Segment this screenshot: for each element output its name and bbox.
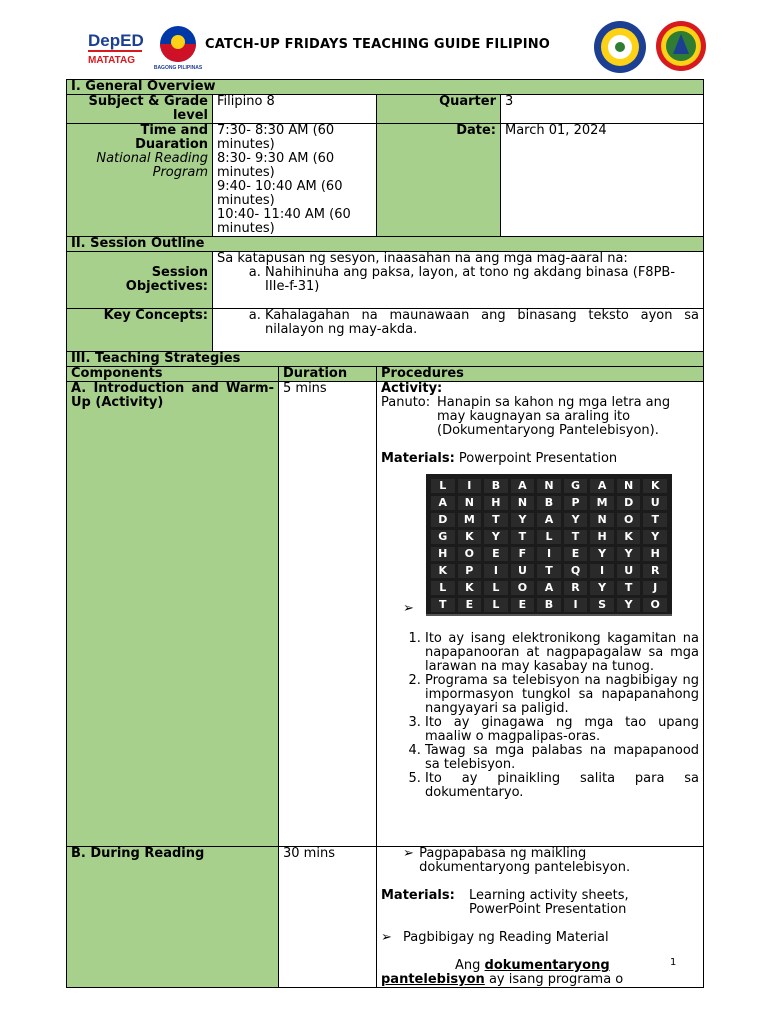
- quarter-label: Quarter: [377, 95, 501, 124]
- arrow-bullet-icon: ➢: [381, 930, 392, 945]
- word-search-letter: D: [431, 513, 455, 527]
- materials-b: [381, 889, 699, 917]
- word-search-letter: L: [431, 581, 455, 595]
- strategy-row-a: [67, 382, 704, 847]
- strategy-row-b: [67, 847, 704, 988]
- bp-text: BAGONG PILIPINAS: [153, 65, 203, 71]
- duration-b: 30 mins: [279, 847, 377, 988]
- word-search-letter: B: [537, 496, 561, 510]
- procedure-b: [377, 847, 704, 988]
- strategies-header-row: [67, 367, 704, 382]
- para-term: dokumentaryong pantelebisyon: [381, 958, 610, 987]
- word-search-letter: N: [458, 496, 482, 510]
- word-search-letter: O: [617, 513, 641, 527]
- word-search-letter: F: [511, 547, 535, 561]
- word-search-letter: E: [458, 598, 482, 612]
- word-search-letter: I: [590, 564, 614, 578]
- materials-value: Learning activity sheets, PowerPoint Presentation: [469, 888, 629, 917]
- component-b: B. During Reading: [67, 847, 279, 988]
- word-search-letter: A: [537, 513, 561, 527]
- word-search-image: [426, 474, 672, 616]
- reading-bullet: [381, 847, 699, 875]
- time-slot: 10:40- 11:40 AM (60 minutes): [217, 207, 351, 236]
- clue-item: 3. Ito ay ginagawa ng mga tao upang maaliw o magpalipas-oras.: [425, 716, 699, 744]
- word-search-letter: P: [458, 564, 482, 578]
- word-search-letter: R: [564, 581, 588, 595]
- word-search-letter: A: [431, 496, 455, 510]
- word-search-letter: I: [564, 598, 588, 612]
- materials-label: Materials:: [381, 451, 455, 466]
- word-search-letter: T: [484, 513, 508, 527]
- time-label: Time and Duaration: [135, 123, 208, 152]
- time-values: [213, 124, 377, 237]
- word-search-letter: U: [511, 564, 535, 578]
- word-search-letter: Y: [590, 547, 614, 561]
- materials-a: [381, 452, 699, 466]
- time-slot: 8:30- 9:30 AM (60 minutes): [217, 151, 335, 180]
- word-search-letter: T: [511, 530, 535, 544]
- panuto-text: Hanapin sa kahon ng mga letra ang may kaugnayan sa araling ito (Dokumentaryong Pantelebisyon).: [437, 395, 671, 438]
- materials-value: Powerpoint Presentation: [458, 451, 618, 466]
- date-label: Date:: [377, 124, 501, 237]
- word-search-letter: P: [564, 496, 588, 510]
- matatag-text: MATATAG: [88, 55, 136, 66]
- quarter-value: 3: [501, 95, 704, 124]
- subject-value: Filipino 8: [213, 95, 377, 124]
- word-search-letter: Y: [511, 513, 535, 527]
- word-search-letter: A: [511, 479, 535, 493]
- word-search-letter: L: [484, 598, 508, 612]
- word-search-letter: K: [458, 530, 482, 544]
- time-slot: 9:40- 10:40 AM (60 minutes): [217, 179, 343, 208]
- arrow-bullet-icon: ➢: [403, 846, 414, 861]
- word-search-letter: N: [590, 513, 614, 527]
- reading-bullet-text: Pagpapabasa ng maikling dokumentaryong pantelebisyon.: [419, 846, 631, 875]
- material-bullet-text: Pagbibigay ng Reading Material: [403, 930, 609, 945]
- word-search-letter: O: [458, 547, 482, 561]
- word-search-letter: K: [431, 564, 455, 578]
- section-heading: I. General Overview: [67, 80, 704, 95]
- component-a: A. Introduction and Warm-Up (Activity): [67, 382, 279, 847]
- word-search-letter: U: [643, 496, 667, 510]
- concepts-label: Key Concepts:: [67, 309, 213, 352]
- concepts-list: [217, 309, 699, 337]
- word-search-letter: U: [617, 564, 641, 578]
- activity-label: Activity:: [381, 381, 443, 396]
- word-search-letter: D: [617, 496, 641, 510]
- school-seal-icon: [593, 20, 647, 74]
- word-search-letter: B: [484, 479, 508, 493]
- word-search-letter: I: [537, 547, 561, 561]
- word-search-letter: O: [643, 598, 667, 612]
- word-search-letter: R: [643, 564, 667, 578]
- word-search-letter: G: [431, 530, 455, 544]
- para-rest: ay isang programa o: [488, 972, 624, 987]
- clue-item: 4. Tawag sa mga palabas na mapapanood sa telebisyon.: [425, 744, 699, 772]
- word-search-letter: L: [537, 530, 561, 544]
- document-title: CATCH-UP FRIDAYS TEACHING GUIDE FILIPINO: [205, 37, 551, 52]
- word-search-letter: N: [511, 496, 535, 510]
- word-search-letter: N: [617, 479, 641, 493]
- page-header: [0, 0, 768, 75]
- word-search-letter: M: [458, 513, 482, 527]
- word-search-letter: L: [431, 479, 455, 493]
- material-bullet: [381, 931, 699, 945]
- word-search-letter: K: [458, 581, 482, 595]
- reading-paragraph: [381, 959, 699, 987]
- word-search-letter: S: [590, 598, 614, 612]
- word-search-letter: B: [537, 598, 561, 612]
- word-search-letter: H: [643, 547, 667, 561]
- word-search-letter: H: [590, 530, 614, 544]
- section-heading: II. Session Outline: [67, 237, 704, 252]
- col-components: Components: [67, 367, 279, 382]
- col-duration: Duration: [279, 367, 377, 382]
- word-search-letter: A: [537, 581, 561, 595]
- section-strategies: [67, 352, 704, 367]
- word-search-letter: E: [564, 547, 588, 561]
- clue-item: 1. Ito ay isang elektronikong kagamitan na napapanooran at nagpapagalaw sa mga larawan na may kasabay na tunog.: [425, 632, 699, 674]
- word-search-letter: Q: [564, 564, 588, 578]
- objectives-intro: Sa katapusan ng sesyon, inaasahan na ang mga mag-aaral na:: [217, 251, 628, 266]
- word-search-letter: A: [590, 479, 614, 493]
- panuto: [381, 396, 699, 438]
- bagong-pilipinas-logo: [153, 24, 203, 72]
- word-search-letter: T: [564, 530, 588, 544]
- word-search-letter: H: [431, 547, 455, 561]
- division-seal-icon: [655, 20, 707, 72]
- subject-row: [67, 95, 704, 124]
- word-search-letter: Y: [590, 581, 614, 595]
- clue-item: 5. Ito ay pinaikling salita para sa dokumentaryo.: [425, 772, 699, 800]
- time-label-cell: [67, 124, 213, 237]
- word-search-letter: K: [643, 479, 667, 493]
- clue-item: 2. Programa sa telebisyon na nagbibigay ng impormasyon tungkol sa napapanahong nangyayari sa paligid.: [425, 674, 699, 716]
- time-slot: 7:30- 8:30 AM (60 minutes): [217, 123, 335, 152]
- concepts-row: [67, 309, 704, 352]
- concept-item: a. Kahalagahan na maunawaan ang binasang teksto ayon sa nilalayon ng may-akda.: [265, 309, 699, 337]
- objectives-label: Session Objectives:: [67, 252, 213, 309]
- word-search-letter: Y: [643, 530, 667, 544]
- duration-a: 5 mins: [279, 382, 377, 847]
- section-heading: III. Teaching Strategies: [67, 352, 704, 367]
- teaching-guide-table: [66, 79, 704, 988]
- word-search-grid: [428, 476, 670, 615]
- subject-label: Subject & Grade level: [67, 95, 213, 124]
- word-search-letter: E: [511, 598, 535, 612]
- word-search-letter: L: [484, 581, 508, 595]
- procedure-a: [377, 382, 704, 847]
- word-search-letter: I: [484, 564, 508, 578]
- deped-logo: [86, 26, 146, 70]
- word-search-letter: H: [484, 496, 508, 510]
- word-search-letter: I: [458, 479, 482, 493]
- section-outline: [67, 237, 704, 252]
- col-procedures: Procedures: [377, 367, 704, 382]
- materials-label: Materials:: [381, 888, 455, 903]
- concepts-cell: [213, 309, 704, 352]
- word-search-letter: O: [511, 581, 535, 595]
- word-search-letter: T: [643, 513, 667, 527]
- word-search-letter: Y: [617, 598, 641, 612]
- word-search-letter: M: [590, 496, 614, 510]
- objective-item: a. Nahihinuha ang paksa, layon, at tono ng akdang binasa (F8PB-IIIe-f-31): [265, 266, 699, 294]
- panuto-label: Panuto:: [381, 395, 431, 410]
- objectives-row: [67, 252, 704, 309]
- word-search-letter: N: [537, 479, 561, 493]
- page-number: 1: [670, 957, 677, 968]
- word-search-letter: T: [537, 564, 561, 578]
- date-value: March 01, 2024: [501, 124, 704, 237]
- word-search-letter: Y: [617, 547, 641, 561]
- word-search-letter: J: [643, 581, 667, 595]
- word-search-letter: Y: [564, 513, 588, 527]
- empty-bullet: ➢: [403, 601, 414, 616]
- word-search-letter: G: [564, 479, 588, 493]
- time-sublabel: National Reading Program: [96, 151, 208, 180]
- objectives-cell: [213, 252, 704, 309]
- deped-logo-text: DepED: [88, 31, 144, 50]
- word-search-letter: E: [484, 547, 508, 561]
- word-search-letter: T: [617, 581, 641, 595]
- word-search-letter: T: [431, 598, 455, 612]
- section-general: [67, 80, 704, 95]
- para-start: Ang: [455, 958, 481, 973]
- clue-list: [381, 632, 699, 800]
- word-search-letter: K: [617, 530, 641, 544]
- time-row: [67, 124, 704, 237]
- objectives-list: [217, 266, 699, 294]
- word-search-letter: Y: [484, 530, 508, 544]
